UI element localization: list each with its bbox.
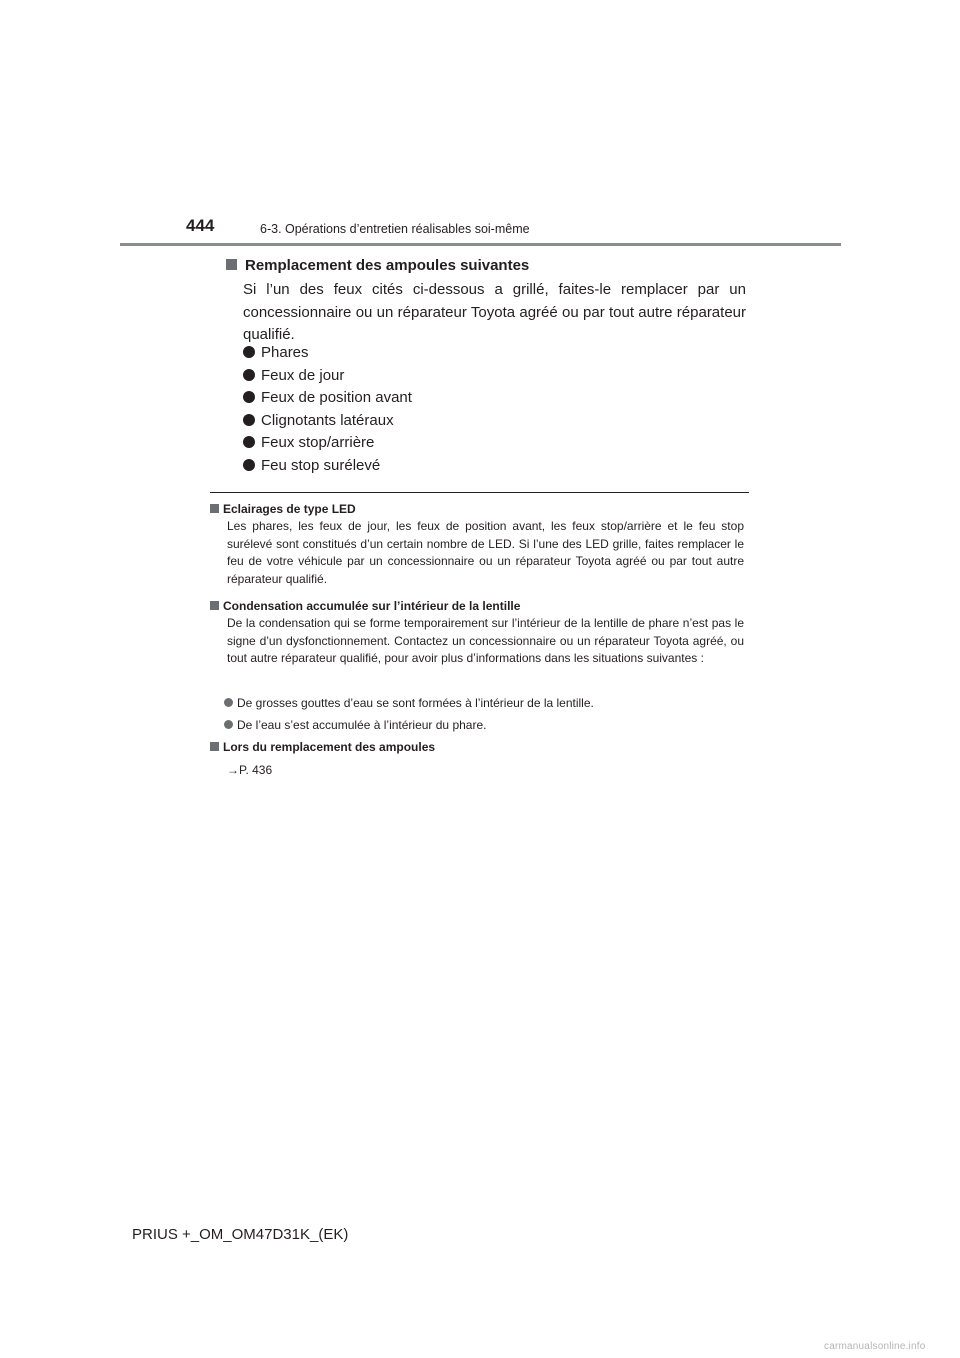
bullet-dot-icon: [243, 346, 255, 358]
header-rule: [120, 243, 841, 246]
notes-divider: [210, 492, 749, 493]
note-heading-replacement: Lors du remplacement des ampoules: [210, 740, 435, 754]
bullet-dot-icon: [243, 391, 255, 403]
square-bullet-icon: [226, 259, 237, 270]
bullet-dot-icon: [224, 720, 233, 729]
watermark: carmanualsonline.info: [824, 1341, 926, 1352]
page-number: 444: [186, 216, 215, 235]
section-title: 6-3. Opérations d’entretien réalisables soi-même: [260, 222, 530, 236]
bulb-list: [243, 342, 412, 478]
note-body-condensation: De la condensation qui se forme temporairement sur l’intérieur de la lentille de phare n’est pas le signe d’un dysfonctionnement. Contactez un concessionnaire ou un réparateur Toyota agréé, ou tout autre réparateur qualifié, pour avoir plus d’informations dans les situations suivantes :: [227, 616, 744, 665]
main-heading: [226, 257, 529, 274]
main-heading-text: Remplacement des ampoules suivantes: [245, 257, 530, 274]
bullet-dot-icon: [243, 459, 255, 471]
bullet-dot-icon: [243, 436, 255, 448]
note-heading-condensation: Condensation accumulée sur l’intérieur de la lentille: [210, 599, 520, 613]
page-reference-link[interactable]: →P. 436: [227, 763, 273, 777]
bullet-dot-icon: [243, 414, 255, 426]
note-heading-led: Eclairages de type LED: [210, 502, 356, 516]
bullet-dot-icon: [224, 698, 233, 707]
list-item: Feux de jour: [243, 365, 412, 388]
bullet-dot-icon: [243, 369, 255, 381]
list-item: Phares: [243, 342, 412, 365]
list-item: Feu stop surélevé: [243, 455, 412, 478]
square-bullet-icon: [210, 742, 219, 751]
list-item: De grosses gouttes d’eau se sont formées à l’intérieur de la lentille.: [224, 696, 594, 710]
square-bullet-icon: [210, 504, 219, 513]
list-item: De l’eau s’est accumulée à l’intérieur du phare.: [224, 718, 486, 732]
main-paragraph: Si l’un des feux cités ci-dessous a grillé, faites-le remplacer par un concessionnaire ou un réparateur Toyota agréé ou par tout autre réparateur qualifié.: [243, 281, 746, 343]
list-item: Feux stop/arrière: [243, 432, 412, 455]
note-body-led: Les phares, les feux de jour, les feux de position avant, les feux stop/arrière et le feu stop surélevé sont constitués d’un certain nombre de LED. Si l’une des LED grille, faites remplacer le feu de votre véhicule par un concessionnaire ou un réparateur Toyota agréé ou par tout autre réparateur qualifié.: [227, 519, 744, 586]
square-bullet-icon: [210, 601, 219, 610]
footer-document-code: PRIUS +_OM_OM47D31K_(EK): [132, 1226, 349, 1243]
list-item: Feux de position avant: [243, 387, 412, 410]
list-item: Clignotants latéraux: [243, 410, 412, 433]
